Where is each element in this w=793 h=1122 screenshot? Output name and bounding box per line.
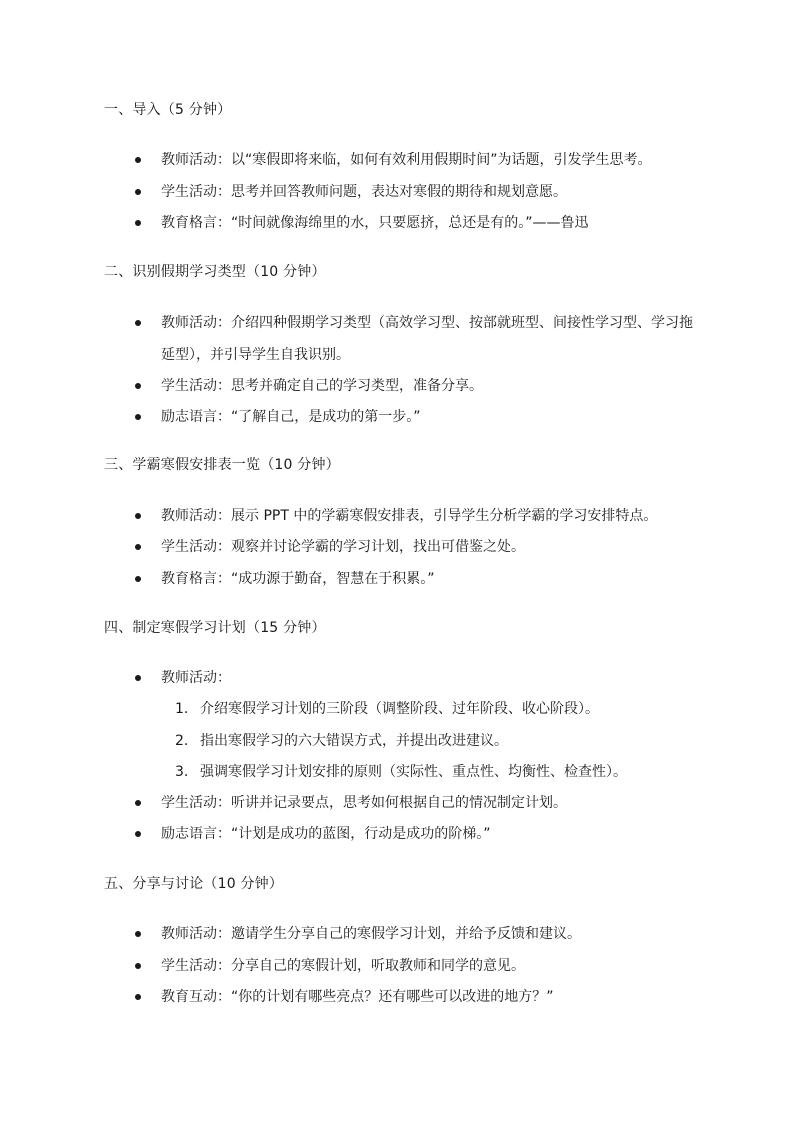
- item-body: ：“了解自己，是成功的第一步。”: [217, 409, 421, 425]
- list-item-text: [161, 537, 695, 557]
- item-label: 学生活动: [161, 539, 217, 555]
- section-heading-3: 三、学霸寒假安排表一览（10 分钟）: [104, 457, 340, 473]
- item-body: ：“时间就像海绵里的水，只要愿挤，总还是有的。”——鲁迅: [217, 215, 589, 231]
- item-label: 教育格言: [161, 571, 217, 587]
- bullet-icon: [135, 963, 141, 969]
- section-heading-2: 二、识别假期学习类型（10 分钟）: [104, 264, 326, 280]
- item-body: ：: [217, 670, 231, 686]
- list-item: [135, 313, 695, 365]
- item-body: ：介绍四种假期学习类型（高效学习型、按部就班型、间接性学习型、学习拖延型），并引导学生自我识别。: [161, 315, 693, 363]
- item-body: ：分享自己的寒假计划，听取教师和同学的意见。: [217, 958, 525, 974]
- item-body: ：以“寒假即将来临，如何有效利用假期时间”为话题，引发学生思考。: [217, 152, 652, 168]
- item-label: 教育互动: [161, 989, 217, 1005]
- list-item-text: [161, 956, 695, 976]
- bullet-icon: [135, 157, 141, 163]
- list-item-text: [161, 987, 695, 1007]
- bullet-icon: [135, 544, 141, 550]
- bullet-icon: [135, 576, 141, 582]
- list-item-text: [161, 182, 695, 202]
- item-label: 学生活动: [161, 795, 217, 811]
- section-heading-1: 一、导入（5 分钟）: [104, 102, 232, 118]
- item-body: ：邀请学生分享自己的寒假学习计划，并给予反馈和建议。: [217, 926, 581, 942]
- bullet-icon: [135, 931, 141, 937]
- item-number: 3.: [175, 764, 189, 780]
- item-label: 教师活动: [161, 152, 217, 168]
- item-label: 教师活动: [161, 926, 217, 942]
- item-label: 学生活动: [161, 958, 217, 974]
- item-label: 教师活动: [161, 315, 217, 331]
- item-body: ：“计划是成功的蓝图，行动是成功的阶梯。”: [217, 826, 491, 842]
- bullet-icon: [135, 320, 141, 326]
- item-label: 学生活动: [161, 378, 217, 394]
- item-label: 励志语言: [161, 826, 217, 842]
- numbered-item-text: 指出寒假学习的六大错误方式，并提出改进建议。: [200, 733, 508, 749]
- list-item-text: [161, 793, 695, 813]
- list-item-text: [161, 376, 695, 396]
- item-label: 教师活动: [161, 670, 217, 686]
- item-label: 教育格言: [161, 215, 217, 231]
- item-number: 2.: [175, 733, 189, 749]
- item-body: ：观察并讨论学霸的学习计划，找出可借鉴之处。: [217, 539, 525, 555]
- numbered-item-text: 介绍寒假学习计划的三阶段（调整阶段、过年阶段、收心阶段）。: [200, 701, 599, 717]
- bullet-icon: [135, 189, 141, 195]
- item-body: ：展示 PPT 中的学霸寒假安排表，引导学生分析学霸的学习安排特点。: [217, 508, 658, 524]
- list-item-text: [161, 824, 695, 844]
- numbered-item: [175, 699, 599, 719]
- bullet-icon: [135, 414, 141, 420]
- bullet-icon: [135, 994, 141, 1000]
- item-body: ：“成功源于勤奋，智慧在于积累。”: [217, 571, 435, 587]
- list-item-text: [161, 150, 695, 170]
- bullet-icon: [135, 513, 141, 519]
- item-label: 教师活动: [161, 508, 217, 524]
- item-body: ：“你的计划有哪些亮点？还有哪些可以改进的地方？”: [217, 989, 554, 1005]
- list-item-text: [161, 569, 695, 589]
- list-item-text: [161, 213, 695, 233]
- item-body: ：听讲并记录要点，思考如何根据自己的情况制定计划。: [217, 795, 567, 811]
- item-number: 1.: [175, 701, 189, 717]
- numbered-item: [175, 762, 627, 782]
- item-body: ：思考并确定自己的学习类型，准备分享。: [217, 378, 483, 394]
- bullet-icon: [135, 220, 141, 226]
- section-heading-5: 五、分享与讨论（10 分钟）: [104, 876, 284, 892]
- list-item-text: [161, 407, 695, 427]
- bullet-icon: [135, 800, 141, 806]
- bullet-icon: [135, 675, 141, 681]
- numbered-item-text: 强调寒假学习计划安排的原则（实际性、重点性、均衡性、检查性）。: [200, 764, 627, 780]
- list-item-text: [161, 924, 695, 944]
- item-label: 励志语言: [161, 409, 217, 425]
- list-item-text: [161, 668, 695, 688]
- list-item-text: [161, 506, 695, 526]
- item-label: 学生活动: [161, 184, 217, 200]
- bullet-icon: [135, 831, 141, 837]
- numbered-item: [175, 731, 508, 751]
- section-heading-4: 四、制定寒假学习计划（15 分钟）: [104, 620, 326, 636]
- item-body: ：思考并回答教师问题，表达对寒假的期待和规划意愿。: [217, 184, 567, 200]
- list-item-text: [161, 307, 695, 371]
- bullet-icon: [135, 383, 141, 389]
